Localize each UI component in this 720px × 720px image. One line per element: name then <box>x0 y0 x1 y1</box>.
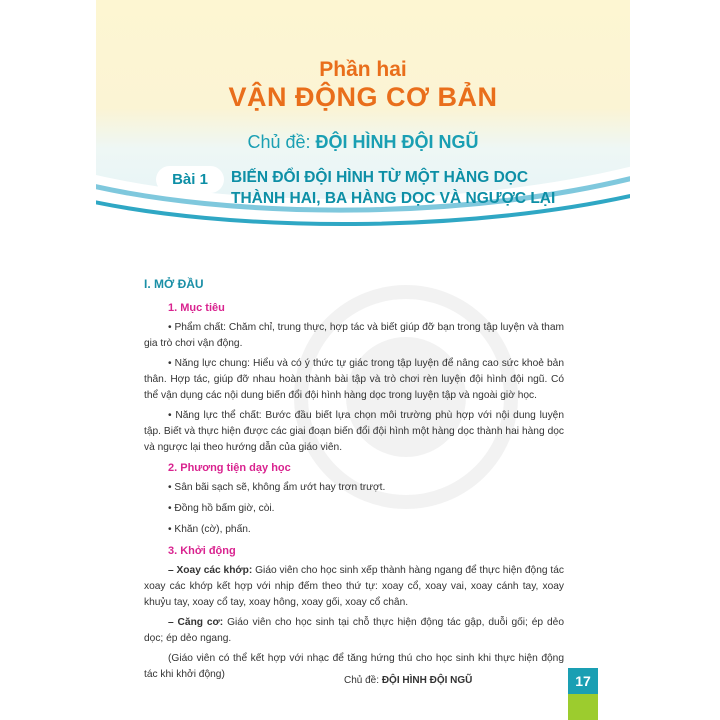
warmup-stretch-label: – Căng cơ: <box>168 617 224 628</box>
equipment-item: • Đồng hồ bấm giờ, còi. <box>168 503 275 514</box>
footer-topic-prefix: Chủ đề: <box>344 675 382 686</box>
equipment-item: • Sân bãi sạch sẽ, không ẩm ướt hay trơn trượt. <box>168 482 386 493</box>
lesson-content <box>144 276 564 687</box>
subheading-equipment: 2. Phương tiện dạy học <box>168 462 291 474</box>
section-heading-intro: I. MỞ ĐẦU <box>144 277 204 291</box>
part-label: Phần hai <box>319 58 407 81</box>
subheading-objectives: 1. Mục tiêu <box>168 302 225 314</box>
lesson-title-line2: THÀNH HAI, BA HÀNG DỌC VÀ NGƯỢC LẠI <box>231 190 556 207</box>
footer-topic-name: ĐỘI HÌNH ĐỘI NGŨ <box>381 675 473 686</box>
warmup-joints-label: – Xoay các khớp: <box>168 565 253 576</box>
textbook-page <box>96 0 630 720</box>
objective-quality: • Phẩm chất: Chăm chỉ, trung thực, hợp tác và biết giúp đỡ bạn trong tập luyện và tham gia trò chơi vận động. <box>144 322 564 349</box>
objective-physical: • Năng lực thể chất: Bước đầu biết lựa chọn môi trường phù hợp với nội dung luyện tập. Biết và thực hiện được các giai đoạn biến đổi đội hình một hàng dọc thành hai hàng dọc và ngược lại theo hướng dẫn của giáo viên. <box>144 410 564 453</box>
objective-general: • Năng lực chung: Hiểu và có ý thức tự giác trong tập luyện để nâng cao sức khoẻ bản thân. Hợp tác, giúp đỡ nhau hoàn thành bài tập và trò chơi rèn luyện đội hình đội ngũ. Có thể vận dụng các nội dung biến đổi đội hình hàng dọc trong luyện tập và ngoài giờ học. <box>144 358 564 401</box>
equipment-item: • Khăn (cờ), phấn. <box>168 524 251 535</box>
footer-topic <box>344 675 472 686</box>
page-number: 17 <box>568 668 598 694</box>
footer-accent-bar <box>568 694 598 720</box>
warmup-stretch <box>144 615 564 647</box>
topic-prefix: Chủ đề: <box>247 132 316 152</box>
warmup-joints-text: Giáo viên cho học sinh xếp thành hàng ngang để thực hiện động tác xoay các khớp kết hợp với nhịp đếm theo thứ tự: xoay cổ, xoay vai, xoay cánh tay, xoay khuỷu tay, xoay cổ tay, xoay hông, xoay gối, xoay cổ chân. <box>144 565 564 608</box>
warmup-joints <box>144 563 564 611</box>
topic-name: ĐỘI HÌNH ĐỘI NGŨ <box>315 132 479 152</box>
main-title: VẬN ĐỘNG CƠ BẢN <box>228 82 498 112</box>
subheading-warmup: 3. Khởi động <box>168 545 236 557</box>
lesson-title-line1: BIẾN ĐỔI ĐỘI HÌNH TỪ MỘT HÀNG DỌC <box>231 169 529 186</box>
warmup-stretch-text: Giáo viên cho học sinh tại chỗ thực hiện động tác gập, duỗi gối; ép dẻo dọc; ép dẻo ngang. <box>144 617 564 644</box>
lesson-title <box>231 167 555 209</box>
topic-heading <box>96 132 630 153</box>
lesson-badge: Bài 1 <box>156 166 224 193</box>
warmup-note: (Giáo viên có thể kết hợp với nhạc để tăng hứng thú cho học sinh khi thực hiện động tác khi khởi động) <box>144 653 564 680</box>
